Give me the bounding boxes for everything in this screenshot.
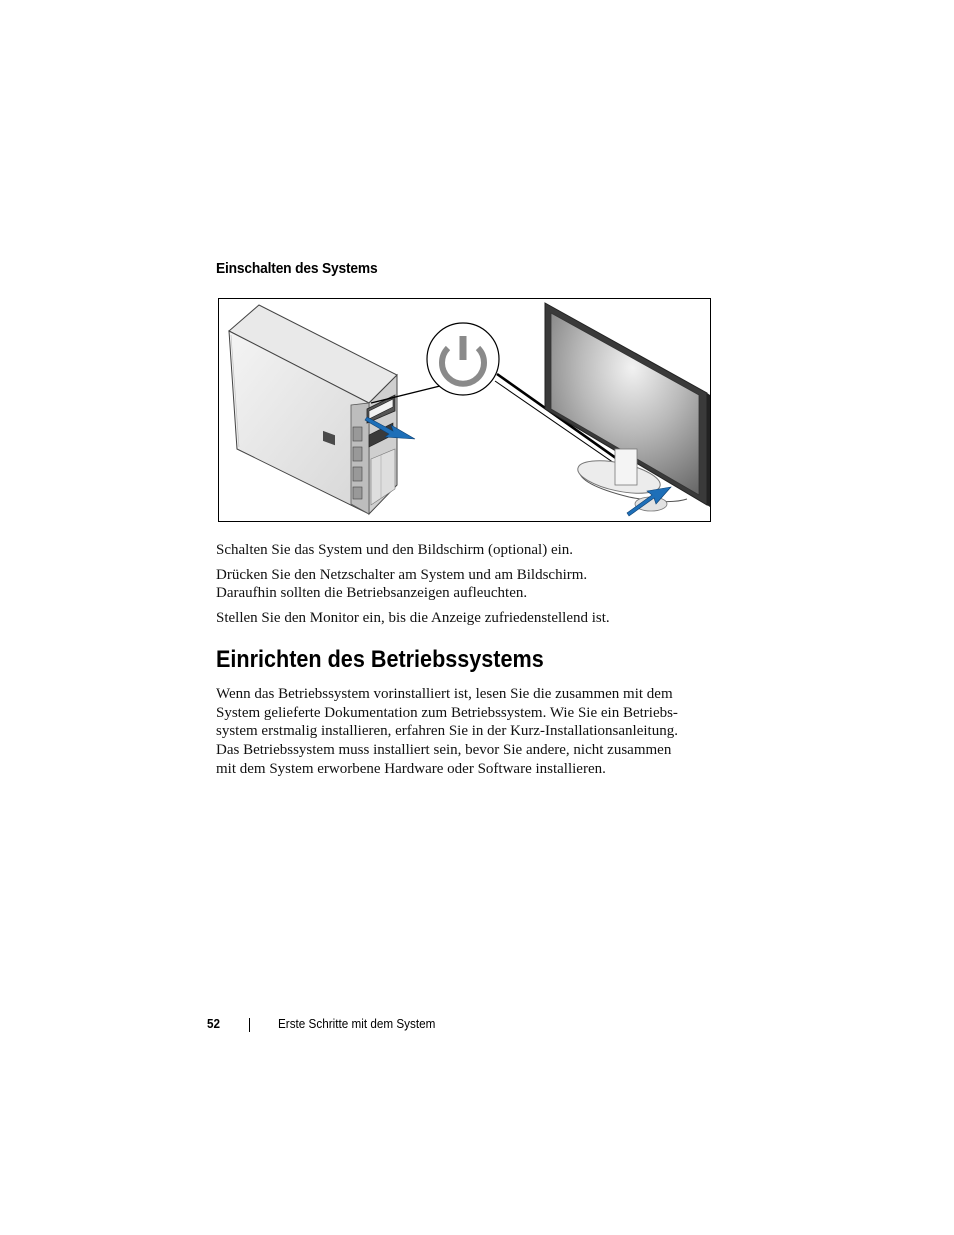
body-line: mit dem System erworbene Hardware oder Software installieren.: [216, 761, 606, 777]
monitor-icon: [545, 303, 711, 511]
page-number: 52: [207, 1016, 221, 1031]
section-heading: Einschalten des Systems: [216, 260, 378, 277]
body-line: Das Betriebssystem muss installiert sein, bevor Sie andere, nicht zusammen: [216, 742, 672, 758]
instruction-text: Schalten Sie das System und den Bildschirm (optional) ein.: [216, 542, 574, 558]
instruction-text: Drücken Sie den Netzschalter am System und am Bildschirm.: [216, 567, 588, 583]
power-on-illustration: [218, 298, 711, 522]
instruction-text: Stellen Sie den Monitor ein, bis die Anzeige zufriedenstellend ist.: [216, 610, 610, 626]
server-tower-icon: [229, 305, 397, 514]
footer-divider: [249, 1018, 250, 1032]
page-title: Einrichten des Betriebssystems: [216, 646, 544, 673]
instruction-text: Daraufhin sollten die Betriebsanzeigen aufleuchten.: [216, 585, 528, 601]
body-line: system erstmalig installieren, erfahren Sie in der Kurz-Installationsanleitung.: [216, 723, 678, 739]
body-line: Wenn das Betriebssystem vorinstalliert ist, lesen Sie die zusammen mit dem: [216, 686, 673, 702]
body-line: System gelieferte Dokumentation zum Betriebssystem. Wie Sie ein Betriebs-: [216, 705, 678, 721]
footer-chapter-title: Erste Schritte mit dem System: [278, 1016, 436, 1031]
power-symbol-icon: [427, 323, 499, 395]
